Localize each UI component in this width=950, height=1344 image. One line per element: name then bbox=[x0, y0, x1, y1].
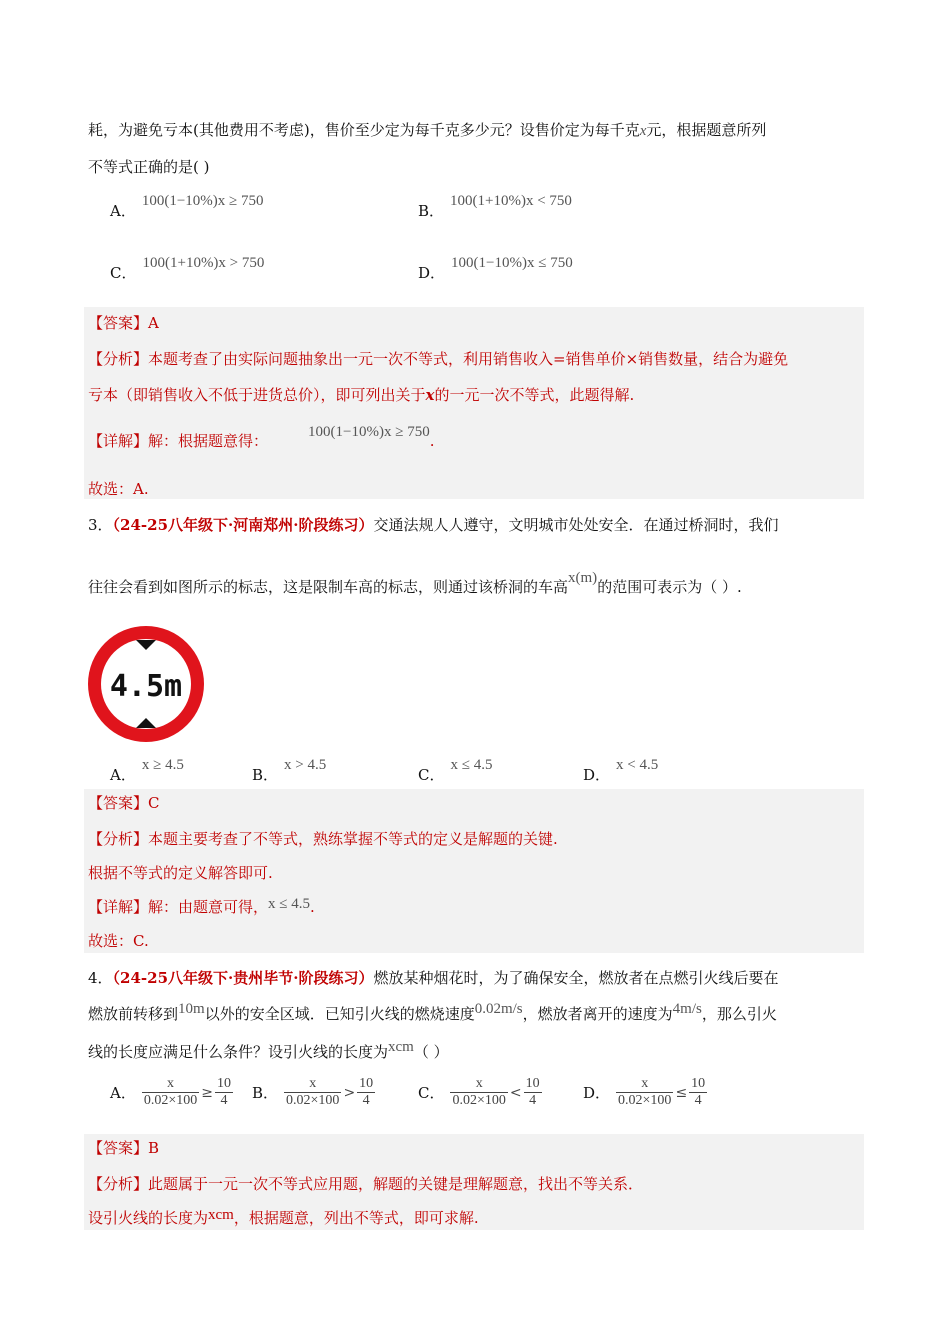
q4-b-den: 0.02×100 bbox=[286, 1093, 340, 1108]
q2-detail-label: 【详解】解：根据题意得： bbox=[88, 432, 269, 450]
q4-d-num: x bbox=[641, 1076, 649, 1091]
q4-number: 4． bbox=[88, 969, 113, 987]
q4-option-d-rel: ≤ bbox=[675, 1084, 688, 1101]
q2-option-d-expr: 100(1−10%)x ≤ 750 bbox=[451, 255, 573, 271]
q4-option-b-lhs bbox=[284, 1076, 341, 1109]
q3-option-c-expr: x ≤ 4.5 bbox=[450, 757, 493, 773]
q3-source: （24-25八年级下·河南郑州·阶段练习） bbox=[112, 516, 374, 534]
q3-option-b-label: B． bbox=[252, 766, 279, 784]
q3-stem-text: 交通法规人人遵守，文明城市处处安全．在通过桥洞时，我们 bbox=[373, 516, 779, 534]
q2-detail bbox=[88, 424, 435, 452]
q3-answer-box bbox=[84, 789, 864, 953]
q3-stem-text-a: 往往会看到如图所示的标志，这是限制车高的标志，则通过该桥洞的车高 bbox=[88, 578, 569, 596]
q4-stem-line2 bbox=[88, 1001, 777, 1025]
q3-detail-label: 【详解】解：由题意可得， bbox=[88, 898, 269, 916]
q4-a-rnum: 10 bbox=[216, 1076, 231, 1091]
q4-stem-distance: 10m bbox=[178, 1001, 205, 1017]
q4-analysis-text-b: ，根据题意，列出不等式，即可求解. bbox=[233, 1209, 479, 1227]
q4-b-num: x bbox=[309, 1076, 317, 1091]
q3-analysis-line2: 根据不等式的定义解答即可. bbox=[88, 864, 273, 882]
q3-stem-var: x(m) bbox=[568, 570, 598, 586]
q2-detail-expr: 100(1−10%)x ≥ 750 bbox=[308, 424, 430, 440]
q2-analysis-line1: 【分析】本题考查了由实际问题抽象出一元一次不等式，利用销售收入=销售单价×销售数量，结合为避免 bbox=[88, 350, 789, 368]
q3-option-a-expr: x ≥ 4.5 bbox=[141, 757, 184, 773]
q3-choice: 故选：C. bbox=[88, 932, 149, 950]
q3-option-c-label: C． bbox=[418, 766, 445, 784]
q2-stem-line2: 不等式正确的是( ) bbox=[88, 158, 210, 176]
q2-analysis-text-b: 的一元一次不等式，此题得解. bbox=[434, 386, 635, 404]
q3-option-b bbox=[252, 757, 327, 785]
q2-analysis-text-a: 亏本（即销售收入不低于进货总价），即可列出关于 bbox=[88, 386, 426, 404]
q3-number: 3． bbox=[88, 516, 113, 534]
q2-option-c-label: C． bbox=[110, 264, 137, 282]
q2-option-b-expr: 100(1+10%)x < 750 bbox=[450, 193, 572, 209]
q4-option-a-lhs bbox=[142, 1076, 199, 1109]
q3-analysis-line1: 【分析】本题主要考查了不等式，熟练掌握不等式的定义是解题的关键. bbox=[88, 830, 558, 848]
q2-stem-var: x bbox=[639, 123, 647, 139]
q3-stem-text-b: 的范围可表示为（ ）. bbox=[597, 578, 742, 596]
q4-option-a-rhs bbox=[215, 1076, 233, 1109]
q4-option-b bbox=[252, 1076, 375, 1109]
q3-answer: 【答案】C bbox=[88, 794, 160, 812]
q2-option-b bbox=[418, 193, 572, 221]
q2-choice: 故选：A. bbox=[88, 480, 149, 498]
q4-option-c-rel: < bbox=[509, 1084, 522, 1101]
q4-option-a-rel: ≥ bbox=[201, 1084, 213, 1101]
q4-option-b-rel: > bbox=[343, 1084, 356, 1101]
q4-b-rnum: 10 bbox=[359, 1076, 374, 1091]
q2-answer-box bbox=[84, 307, 864, 499]
q4-option-c-lhs bbox=[450, 1076, 507, 1109]
q4-stem-run-speed: 4m/s bbox=[672, 1001, 702, 1017]
q4-stem-text-d: ，那么引火 bbox=[701, 1005, 777, 1023]
q2-option-c-expr: 100(1+10%)x > 750 bbox=[142, 255, 265, 271]
q4-stem-text-f: （ ） bbox=[413, 1043, 449, 1061]
q3-option-a-label: A． bbox=[110, 766, 136, 784]
q4-stem-text-a: 燃放前转移到 bbox=[88, 1005, 179, 1023]
q3-stem-line1 bbox=[88, 515, 778, 535]
q2-option-b-label: B． bbox=[418, 202, 445, 220]
q4-stem-burn-speed: 0.02m/s bbox=[474, 1001, 523, 1017]
q4-a-rden: 4 bbox=[215, 1092, 233, 1109]
q4-d-rnum: 10 bbox=[691, 1076, 706, 1091]
q2-stem-text: 耗，为避免亏本(其他费用不考虑)，售价至少定为每千克多少元？设售价定为每千克 bbox=[88, 121, 640, 139]
q4-option-b-rhs bbox=[357, 1076, 375, 1109]
q3-option-d-expr: x < 4.5 bbox=[616, 757, 659, 773]
q4-c-num: x bbox=[475, 1076, 483, 1091]
q4-answer-box bbox=[84, 1134, 864, 1230]
q3-detail-end: . bbox=[310, 898, 315, 916]
q2-detail-end: . bbox=[429, 432, 435, 450]
q4-analysis-line2 bbox=[88, 1208, 479, 1229]
q4-a-den: 0.02×100 bbox=[143, 1093, 198, 1108]
height-limit-sign bbox=[86, 624, 206, 744]
q4-option-d-rhs bbox=[689, 1076, 707, 1109]
q2-option-c bbox=[110, 255, 265, 283]
q4-stem-line1 bbox=[88, 968, 778, 988]
q4-answer: 【答案】B bbox=[88, 1139, 160, 1157]
q4-option-a-label: A． bbox=[110, 1084, 136, 1102]
q4-analysis-var: xcm bbox=[208, 1207, 234, 1223]
q4-d-rden: 4 bbox=[689, 1092, 707, 1109]
q4-d-den: 0.02×100 bbox=[618, 1093, 672, 1108]
q4-c-rden: 4 bbox=[524, 1092, 542, 1109]
q2-option-d-label: D． bbox=[418, 264, 446, 282]
q4-analysis-text-a: 设引火线的长度为 bbox=[88, 1209, 209, 1227]
q4-analysis-line1: 【分析】此题属于一元一次不等式应用题，解题的关键是理解题意，找出不等关系． bbox=[88, 1175, 644, 1193]
q2-analysis-line2 bbox=[88, 385, 634, 405]
q2-stem-text-b: 元，根据题意所列 bbox=[646, 121, 767, 139]
q3-detail bbox=[88, 897, 315, 918]
q2-analysis-var: x bbox=[425, 386, 435, 404]
q4-option-c-label: C． bbox=[418, 1084, 445, 1102]
q2-option-a bbox=[110, 193, 264, 221]
q4-b-rden: 4 bbox=[357, 1092, 375, 1109]
q4-option-d bbox=[583, 1076, 707, 1109]
q2-option-a-expr: 100(1−10%)x ≥ 750 bbox=[141, 193, 264, 209]
q4-stem-text-b: 以外的安全区域．已知引火线的燃烧速度 bbox=[204, 1005, 475, 1023]
q3-option-d bbox=[583, 757, 659, 785]
q4-option-b-label: B． bbox=[252, 1084, 279, 1102]
q3-stem-line2 bbox=[88, 570, 742, 598]
q4-stem-text: 燃放某种烟花时，为了确保安全，燃放者在点燃引火线后要在 bbox=[373, 969, 779, 987]
q2-option-d bbox=[418, 255, 573, 283]
q4-option-c-rhs bbox=[524, 1076, 542, 1109]
q4-a-num: x bbox=[167, 1076, 175, 1091]
q4-option-c bbox=[418, 1076, 542, 1109]
q2-answer: 【答案】A bbox=[88, 314, 159, 332]
q3-option-c bbox=[418, 757, 493, 785]
q4-stem-var: xcm bbox=[388, 1039, 414, 1055]
q4-stem-line3 bbox=[88, 1039, 449, 1063]
q4-c-den: 0.02×100 bbox=[452, 1093, 506, 1108]
q3-detail-expr: x ≤ 4.5 bbox=[268, 896, 310, 912]
q3-option-b-expr: x > 4.5 bbox=[284, 757, 327, 773]
q3-option-a bbox=[110, 757, 184, 785]
q4-stem-text-e: 线的长度应满足什么条件？设引火线的长度为 bbox=[88, 1043, 389, 1061]
q2-option-a-label: A． bbox=[110, 202, 136, 220]
q3-option-d-label: D． bbox=[583, 766, 611, 784]
q4-c-rnum: 10 bbox=[525, 1076, 540, 1091]
q4-option-a bbox=[110, 1076, 233, 1109]
q4-option-d-label: D． bbox=[583, 1084, 611, 1102]
q4-source: （24-25八年级下·贵州毕节·阶段练习） bbox=[112, 969, 374, 987]
q4-stem-text-c: ，燃放者离开的速度为 bbox=[522, 1005, 673, 1023]
q2-stem-line1 bbox=[88, 120, 766, 141]
q4-option-d-lhs bbox=[616, 1076, 673, 1109]
sign-text: 4.5m bbox=[109, 669, 183, 704]
